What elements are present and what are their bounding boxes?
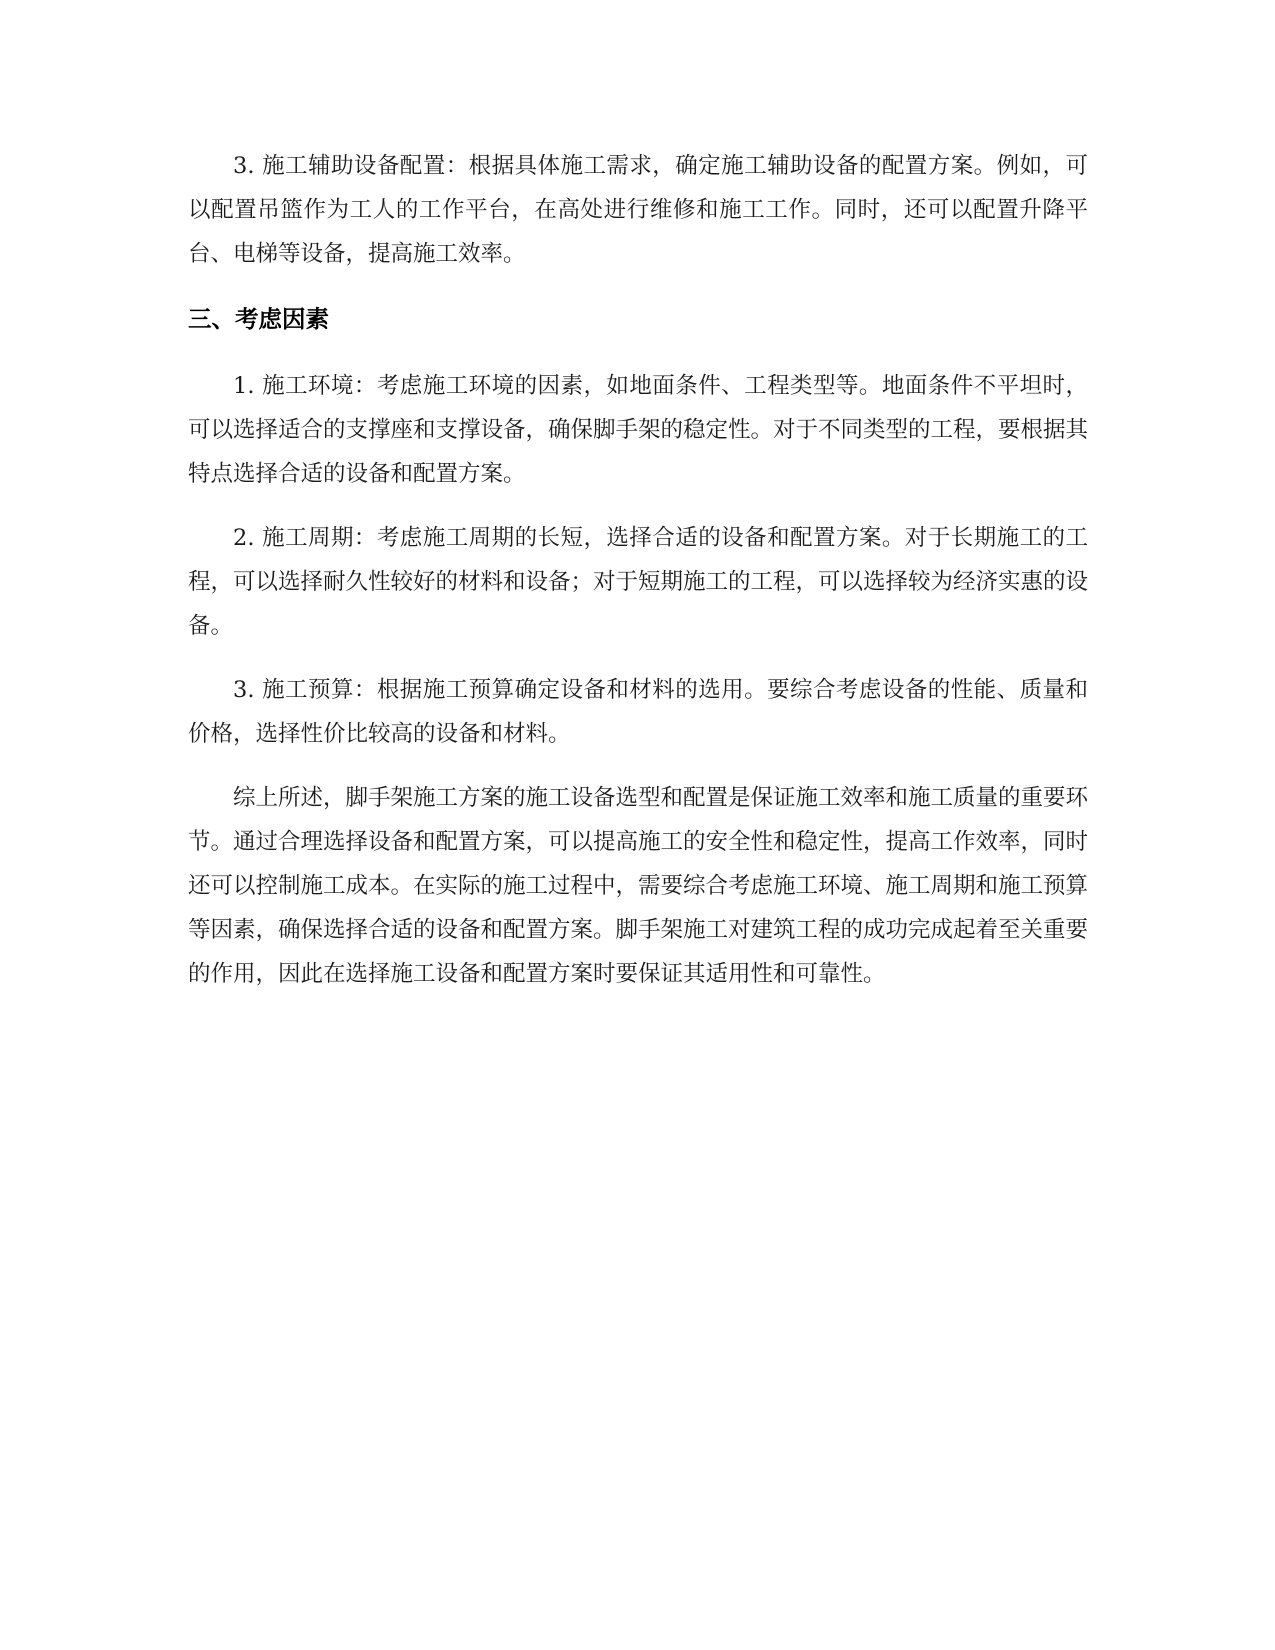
paragraph-budget: 3. 施工预算：根据施工预算确定设备和材料的选用。要综合考虑设备的性能、质量和价格，选择性价比较高的设备和材料。 (188, 677, 1088, 747)
document-body (188, 144, 1088, 1016)
section-heading: 三、考虑因素 (188, 305, 329, 333)
paragraph-summary: 综上所述，脚手架施工方案的施工设备选型和配置是保证施工效率和施工质量的重要环节。通过合理选择设备和配置方案，可以提高施工的安全性和稳定性，提高工作效率，同时还可以控制施工成本。在实际的施工过程中，需要综合考虑施工环境、施工周期和施工预算等因素，确保选择合适的设备和配置方案。脚手架施工对建筑工程的成功完成起着至关重要的作用，因此在选择施工设备和配置方案时要保证其适用性和可靠性。 (188, 785, 1089, 987)
paragraph-period: 2. 施工周期：考虑施工周期的长短，选择合适的设备和配置方案。对于长期施工的工程，可以选择耐久性较好的材料和设备；对于短期施工的工程，可以选择较为经济实惠的设备。 (188, 525, 1089, 639)
paragraph-environment: 1. 施工环境：考虑施工环境的因素，如地面条件、工程类型等。地面条件不平坦时，可以选择适合的支撑座和支撑设备，确保脚手架的稳定性。对于不同类型的工程，要根据其特点选择合适的设备和配置方案。 (188, 373, 1089, 487)
paragraph-auxiliary-equipment: 3. 施工辅助设备配置：根据具体施工需求，确定施工辅助设备的配置方案。例如，可以配置吊篮作为工人的工作平台，在高处进行维修和施工工作。同时，还可以配置升降平台、电梯等设备，提高施工效率。 (188, 153, 1088, 267)
